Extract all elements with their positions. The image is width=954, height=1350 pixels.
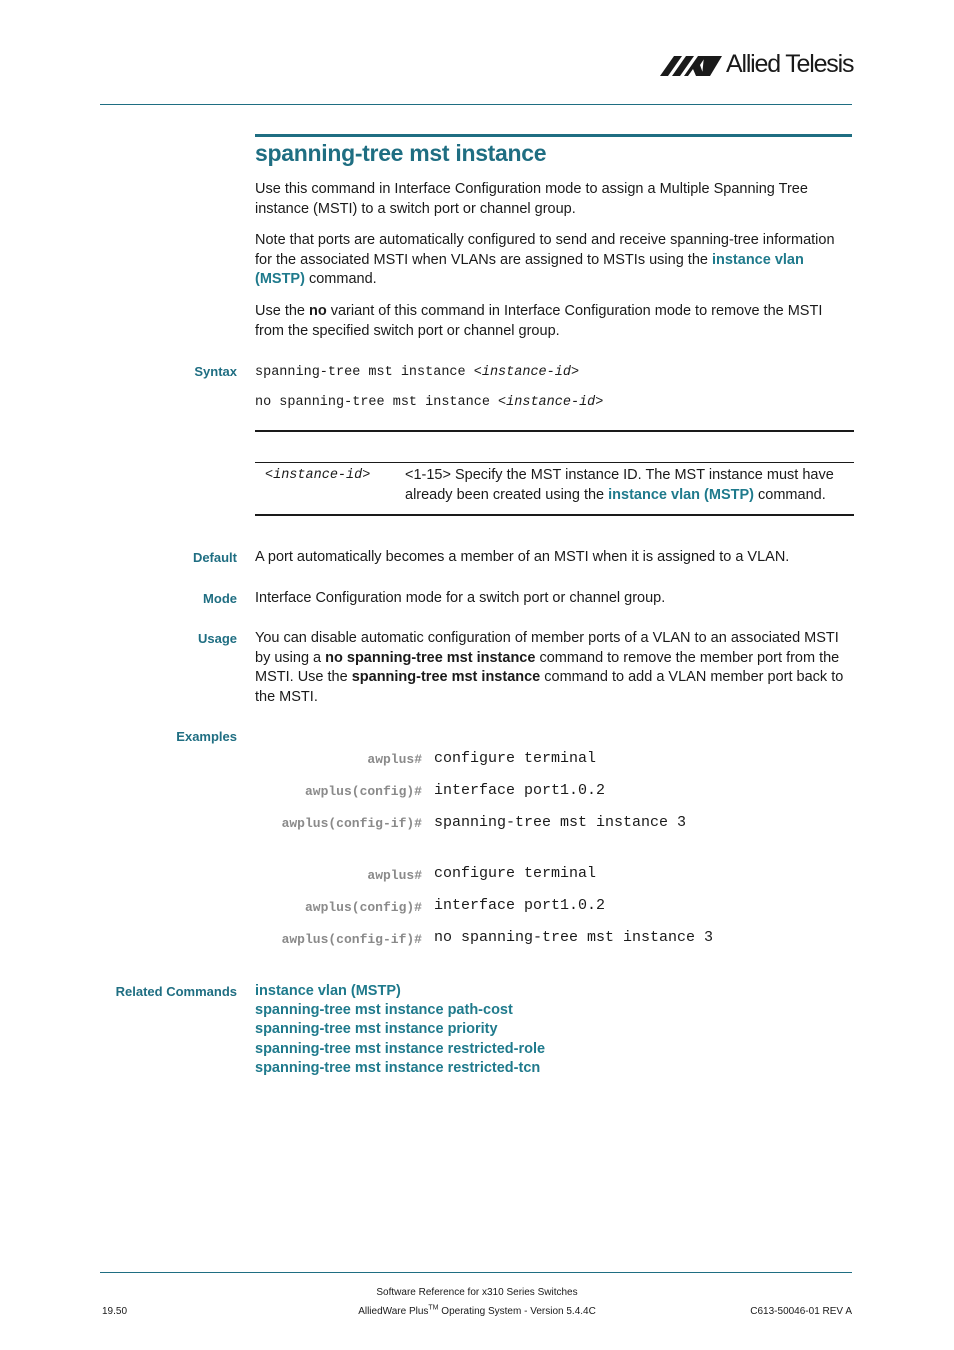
- table-header-rule: [255, 462, 854, 463]
- example-prompt: awplus(config-if)#: [281, 816, 422, 831]
- syntax-2-end: >: [595, 395, 604, 410]
- examples-label: Examples: [176, 729, 237, 744]
- intro-p3-bold: no: [309, 303, 327, 319]
- intro-paragraph-3: [255, 302, 855, 341]
- usage-text: [255, 629, 855, 707]
- example-command: interface port1.0.2: [434, 897, 606, 914]
- syntax-2-param: instance-id: [506, 395, 596, 410]
- intro-p3-end: variant of this command in Interface Configuration mode to remove the MSTI from the specified switch port or channel group.: [255, 303, 823, 339]
- footer-os-name: AlliedWare Plus: [358, 1306, 429, 1317]
- footer-os-rest: Operating System - Version 5.4.4C: [438, 1306, 596, 1317]
- footer-rule: [100, 1272, 852, 1273]
- logo-text: Allied Telesis: [726, 50, 854, 78]
- example-command: configure terminal: [434, 750, 597, 767]
- related-link-priority[interactable]: spanning-tree mst instance priority: [255, 1021, 498, 1037]
- syntax-line-1: [255, 365, 579, 380]
- param-open: <: [265, 468, 274, 483]
- intro-paragraph-2: [255, 231, 855, 290]
- example-command: no spanning-tree mst instance 3: [434, 929, 714, 946]
- default-label: Default: [192, 550, 237, 565]
- example-command: spanning-tree mst instance 3: [434, 814, 687, 831]
- param-instance-vlan-link[interactable]: instance vlan (MSTP): [608, 486, 754, 503]
- table-top-rule: [255, 430, 854, 432]
- intro-paragraph-1: Use this command in Interface Configuration mode to assign a Multiple Spanning Tree instance (MSTI) to a switch port or channel group.: [255, 181, 808, 217]
- related-link-restricted-tcn[interactable]: spanning-tree mst instance restricted-tcn: [255, 1060, 541, 1076]
- page-title: spanning-tree mst instance: [255, 140, 547, 166]
- default-text: A port automatically becomes a member of an MSTI when it is assigned to a VLAN.: [255, 549, 790, 565]
- usage-b1: no spanning-tree mst instance: [325, 649, 536, 666]
- example-prompt: awplus(config)#: [304, 900, 422, 915]
- intro-p2-end: command.: [304, 271, 377, 287]
- intro-p2-text: Note that ports are automatically configured to send and receive spanning-tree information for the associated MSTI when VLANs are assigned to MSTIs using the: [255, 232, 835, 268]
- header-rule: [100, 104, 852, 105]
- syntax-1-param: instance-id: [481, 365, 571, 380]
- related-link-instance-vlan[interactable]: instance vlan (MSTP): [255, 983, 401, 999]
- usage-t3: command to add a VLAN member port back to the MSTI.: [255, 669, 844, 705]
- title-rule: [255, 134, 852, 137]
- syntax-label: Syntax: [194, 364, 237, 379]
- usage-label: Usage: [197, 631, 237, 646]
- syntax-1-cmd: spanning-tree mst instance <: [255, 365, 482, 380]
- related-link-path-cost[interactable]: spanning-tree mst instance path-cost: [255, 1002, 513, 1018]
- example-command: interface port1.0.2: [434, 782, 606, 799]
- intro-p3-text: Use the: [255, 303, 309, 319]
- footer-doc-id: C613-50046-01 REV A: [750, 1306, 852, 1317]
- footer-title: Software Reference for x310 Series Switches: [376, 1287, 578, 1298]
- syntax-line-2: [255, 395, 603, 410]
- related-link-restricted-role[interactable]: spanning-tree mst instance restricted-role: [255, 1041, 546, 1057]
- param-close: >: [362, 468, 371, 483]
- param-desc-text: <1-15> Specify the MST instance ID. The MST instance must have already been created using the: [405, 467, 834, 503]
- mode-text: Interface Configuration mode for a switch port or channel group.: [255, 590, 666, 606]
- example-prompt: awplus(config-if)#: [281, 932, 422, 947]
- syntax-1-end: >: [570, 365, 580, 380]
- example-command: configure terminal: [434, 865, 597, 882]
- footer-page-number: 19.50: [102, 1306, 128, 1317]
- usage-t2: command to remove the member port from the MSTI. Use the: [255, 649, 840, 685]
- example-prompt: awplus#: [367, 868, 422, 883]
- instance-vlan-link[interactable]: instance vlan (MSTP): [255, 251, 804, 287]
- mode-label: Mode: [203, 591, 237, 606]
- param-desc-end: command.: [754, 486, 826, 503]
- footer-tm: TM: [428, 1304, 439, 1312]
- related-commands-label: Related Commands: [115, 984, 237, 999]
- example-prompt: awplus(config)#: [304, 784, 422, 799]
- param-id: instance-id: [273, 468, 363, 483]
- table-bottom-rule: [255, 514, 854, 516]
- param-description: [405, 466, 850, 505]
- allied-telesis-logo: [660, 50, 856, 80]
- param-name: [265, 468, 370, 483]
- usage-t1: You can disable automatic configuration of member ports of a VLAN to an associated MSTI by using a: [255, 630, 839, 666]
- syntax-2-cmd: no spanning-tree mst instance <: [255, 395, 507, 410]
- logo-mark-icon: [660, 53, 724, 79]
- usage-b2: spanning-tree mst instance: [351, 669, 541, 685]
- example-prompt: awplus#: [367, 752, 422, 767]
